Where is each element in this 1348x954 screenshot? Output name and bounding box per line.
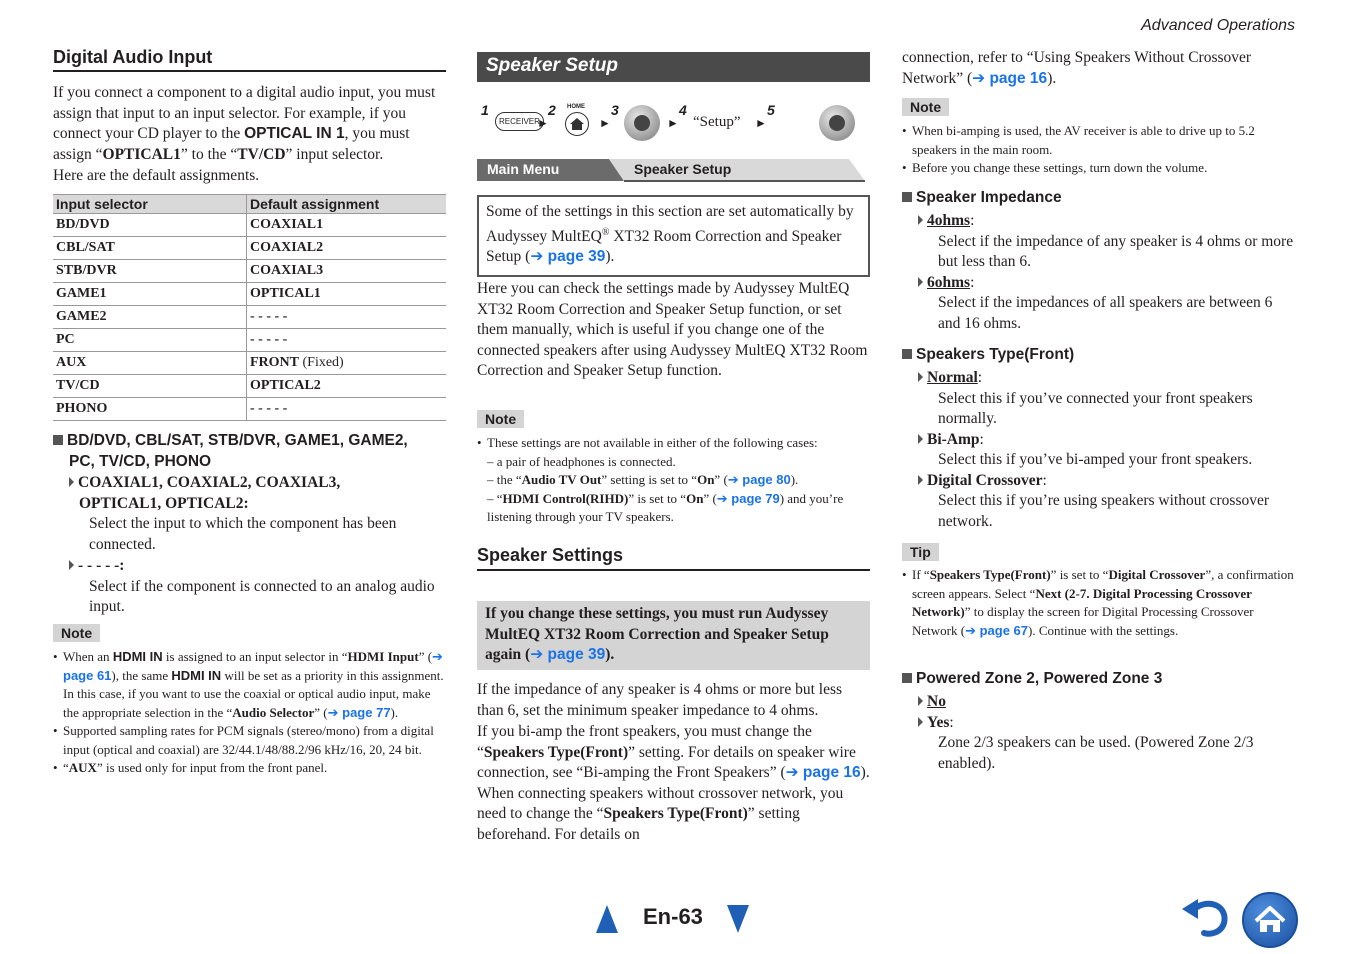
- table-row: PHONO - - - - -: [53, 398, 446, 421]
- speaker-setup-banner: Speaker Setup: [477, 52, 870, 82]
- note-list: [53, 648, 446, 778]
- square-bullet-icon: [902, 673, 912, 683]
- heading-powered-zone: Powered Zone 2, Powered Zone 3: [902, 670, 1162, 688]
- table-row: BD/DVD COAXIAL1: [53, 214, 446, 237]
- previous-page-arrow-icon[interactable]: [596, 905, 618, 933]
- tip-list: [902, 566, 1296, 640]
- continued-paragraph: connection, refer to “Using Speakers Without Crossover Network” (➔ page 16).: [902, 49, 1252, 87]
- heading-speakers-type-front: Speakers Type(Front): [902, 346, 1074, 364]
- note-label: Note: [477, 410, 524, 429]
- table-row: TV/CD OPTICAL2: [53, 375, 446, 398]
- note-case: – the “Audio TV Out” setting is set to “On” (➔ page 80).: [487, 472, 799, 487]
- tip-item: • If “Speakers Type(Front)” is set to “Digital Crossover”, a confirmation screen appears. Select “Next (2-7. Digital Processing Crossover Network)” to display the screen for Digital Processing Crossover Network (➔ page 67). Continue with the settings.: [912, 566, 1296, 640]
- option-no: No: [927, 693, 946, 710]
- receiver-button-icon: RECEIVER: [495, 112, 544, 131]
- note-label: Note: [902, 98, 949, 117]
- note-list: [902, 122, 1296, 178]
- page-number: En-63: [643, 904, 703, 929]
- note-case: – “HDMI Control(RIHD)” is set to “On” (➔ page 79) and you’re listening through your TV speakers.: [487, 490, 844, 524]
- bi-amp-paragraph: If you bi-amp the front speakers, you must change the “Speakers Type(Front)” setting. For details on speaker wire connection, see “Bi-amping the Front Speakers” (➔ page 16). When connecting speakers without crossover network, you need to change the “Speakers Type(Front)” setting beforehand. For details on: [477, 723, 870, 843]
- triangle-bullet-icon: [918, 372, 923, 382]
- link-page-77[interactable]: ➔ page 77: [327, 704, 391, 720]
- table-row: STB/DVR COAXIAL3: [53, 260, 446, 283]
- option-normal: Normal: [927, 369, 978, 386]
- impedance-paragraph: If the impedance of any speaker is 4 ohms or more but less than 6, set the minimum speaker impedance to 4 ohms.: [477, 681, 843, 719]
- link-page-67[interactable]: ➔ page 67: [965, 622, 1028, 638]
- impedance-options: 4ohms: Select if the impedance of any speaker is 4 ohms or more but less than 6. 6ohms: Select if the impedances of all speakers are between 6 and 16 ohms.: [918, 211, 1296, 334]
- tip-label: Tip: [902, 543, 939, 562]
- table-row: GAME1 OPTICAL1: [53, 283, 446, 306]
- breadcrumb-main-menu: Main Menu: [487, 161, 560, 177]
- option-6ohms: 6ohms: [927, 273, 971, 291]
- note-list: [477, 434, 870, 527]
- option-none: - - - - -: Select if the component is connected to an analog audio input.: [69, 556, 446, 618]
- option-coaxial-optical: COAXIAL1, COAXIAL2, COAXIAL3, OPTICAL1, OPTICAL2: Select the input to which the component has been connected.: [69, 473, 446, 555]
- triangle-bullet-icon: [918, 717, 923, 727]
- default-assignment-table: [53, 194, 446, 421]
- link-page-80[interactable]: ➔ page 80: [727, 472, 791, 487]
- triangle-bullet-icon: [918, 215, 923, 225]
- option-4ohms-default: 4ohms: [927, 212, 971, 229]
- option-bi-amp: Bi-Amp: [927, 430, 980, 448]
- note-item: • Supported sampling rates for PCM signals (stereo/mono) from a digital input (optical and coaxial) are 32/44.1/48/88.2/96 kHz/16, 20, 24 bit.: [63, 722, 446, 759]
- note-item: • When bi-amping is used, the AV receiver is able to drive up to 5.2 speakers in the main room.: [912, 122, 1296, 159]
- link-page-39[interactable]: ➔ page 39: [530, 646, 606, 663]
- intro-paragraph: If you connect a component to a digital audio input, you must assign that input to an input selector. For example, if you connect your CD player to the OPTICAL IN 1, you must assign “OPTICAL1” to the “TV/CD” input selector.: [53, 84, 436, 163]
- enter-button-icon: [819, 105, 855, 141]
- link-page-16[interactable]: ➔ page 16: [972, 69, 1048, 87]
- option-yes: Yes: [927, 713, 950, 731]
- back-arrow-icon[interactable]: [1180, 895, 1230, 939]
- triangle-bullet-icon: [69, 477, 74, 487]
- step-sequence: 1 RECEIVER ► 2 HOME ► 3 ► 4 “Setup” ► 5: [477, 102, 870, 146]
- section-title-speaker-settings: Speaker Settings: [477, 545, 870, 571]
- breadcrumb-speaker-setup: Speaker Setup: [634, 161, 732, 177]
- home-button-icon: [565, 112, 589, 136]
- link-page-39[interactable]: ➔ page 39: [530, 248, 606, 266]
- section-header: Advanced Operations: [1141, 17, 1295, 34]
- note-item: • When an HDMI IN is assigned to an input selector in “HDMI Input” (➔ page 61), the same HDMI IN will be set as a priority in this assignment. In this case, if you want to use the coaxial or optical audio input, make the appropriate selection in the “Audio Selector” (➔ page 77).: [63, 648, 446, 722]
- table-row: AUX FRONT (Fixed): [53, 352, 446, 375]
- link-page-16[interactable]: ➔ page 16: [785, 764, 861, 781]
- option-description: Select the input to which the component has been connected.: [89, 515, 397, 553]
- note-item: • These settings are not available in either of the following cases:: [487, 434, 870, 453]
- triangle-bullet-icon: [918, 696, 923, 706]
- dpad-button-icon: [624, 105, 660, 141]
- sub-heading-input-selectors: BD/DVD, CBL/SAT, STB/DVR, GAME1, GAME2, PC, TV/CD, PHONO: [53, 430, 408, 472]
- warning-box: If you change these settings, you must run Audyssey MultEQ XT32 Room Correction and Speaker Setup again (➔ page 39).: [477, 601, 870, 670]
- check-settings-paragraph: Here you can check the settings made by Audyssey MultEQ XT32 Room Correction and Speaker Setup function, or set them manually, which is useful if you change one of the connected speakers after using Audyssey MultEQ XT32 Room Correction and Speaker Setup function.: [477, 280, 868, 379]
- square-bullet-icon: [902, 349, 912, 359]
- note-item: • Before you change these settings, turn down the volume.: [912, 159, 1296, 178]
- section-title-digital-audio-input: Digital Audio Input: [53, 47, 446, 72]
- triangle-bullet-icon: [918, 434, 923, 444]
- table-header-default-assignment: Default assignment: [247, 195, 447, 214]
- table-header-input-selector: Input selector: [53, 195, 247, 214]
- square-bullet-icon: [902, 192, 912, 202]
- option-description: Select if the component is connected to an analog audio input.: [89, 577, 435, 615]
- note-case: – a pair of headphones is connected.: [487, 453, 676, 469]
- table-row: CBL/SAT COAXIAL2: [53, 237, 446, 260]
- table-row: PC - - - - -: [53, 329, 446, 352]
- heading-speaker-impedance: Speaker Impedance: [902, 189, 1062, 207]
- intro-default-assignments: Here are the default assignments.: [53, 167, 260, 184]
- next-page-arrow-icon[interactable]: [727, 905, 749, 933]
- speaker-type-options: Normal: Select this if you’ve connected your front speakers normally. Bi-Amp: Select this if you’ve bi-amped your front speakers. Digital Crossover: Select this if you’re using speakers without crossover network.: [918, 368, 1296, 532]
- note-item: • “AUX” is used only for input from the front panel.: [63, 759, 446, 778]
- home-page-icon[interactable]: [1242, 892, 1298, 948]
- note-label: Note: [53, 624, 100, 643]
- link-page-79[interactable]: ➔ page 79: [716, 490, 780, 506]
- breadcrumb: [477, 159, 870, 182]
- square-bullet-icon: [53, 435, 63, 445]
- audyssey-info-box: Some of the settings in this section are set automatically by Audyssey MultEQ® XT32 Room Correction and Speaker Setup (➔ page 39).: [477, 195, 870, 277]
- link-page-61[interactable]: ➔ page 61: [63, 649, 443, 683]
- triangle-bullet-icon: [918, 475, 923, 485]
- option-digital-crossover: Digital Crossover: [927, 471, 1043, 489]
- triangle-bullet-icon: [69, 560, 74, 570]
- table-row: GAME2 - - - - -: [53, 306, 446, 329]
- triangle-bullet-icon: [918, 277, 923, 287]
- powered-zone-options: No Yes: Zone 2/3 speakers can be used. (Powered Zone 2/3 enabled).: [918, 692, 1296, 774]
